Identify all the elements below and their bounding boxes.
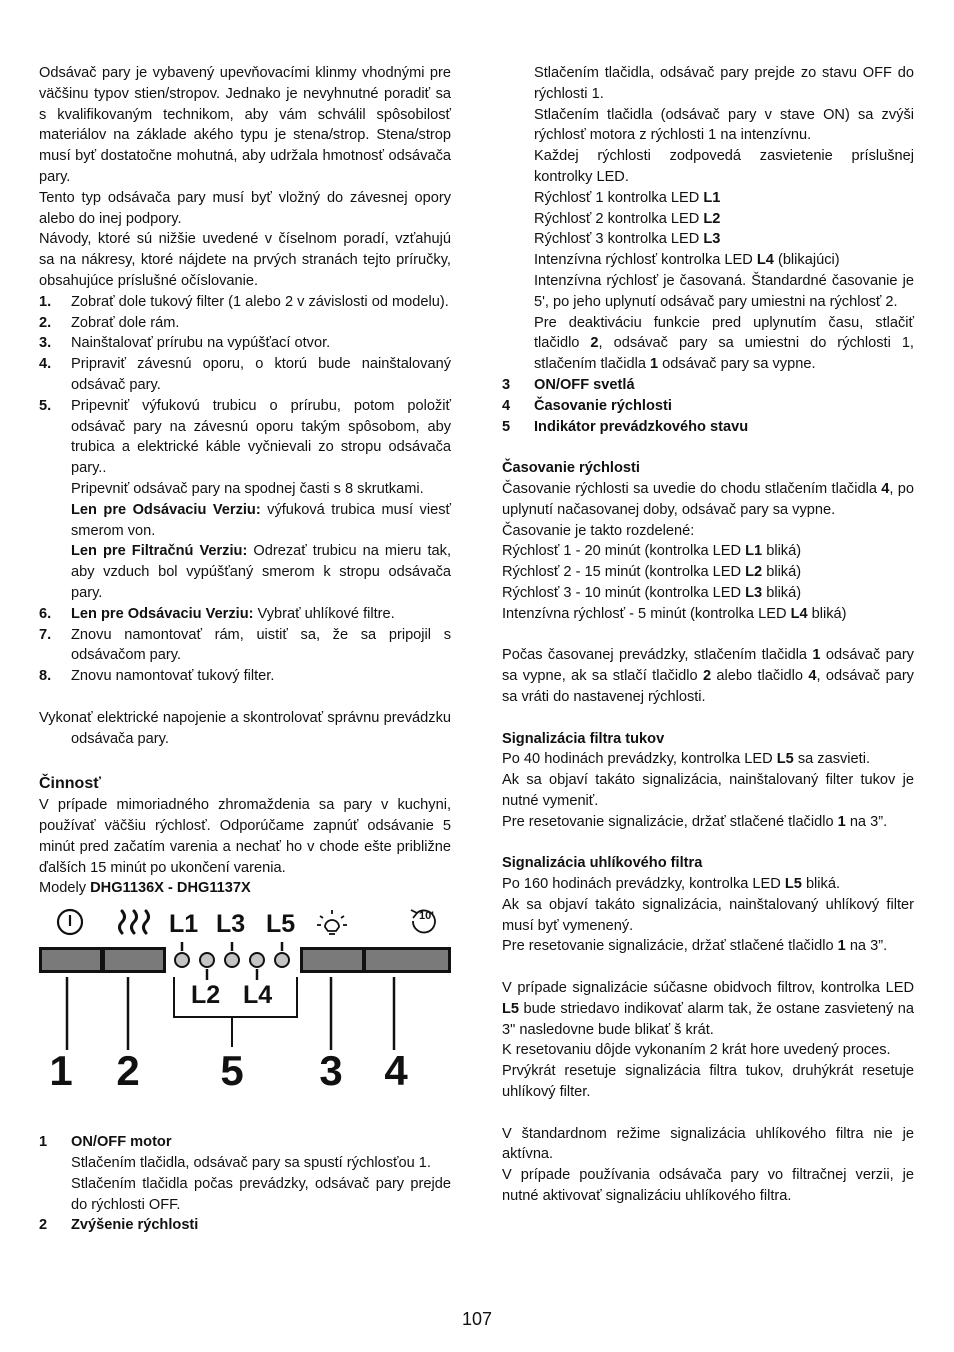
timing-paragraph: Časovanie rýchlosti sa uvedie do chodu stlačením tlačidla 4, po uplynutí načasovanej doby, odsávač pary sa vypne. — [502, 480, 914, 518]
callout-number: 1 — [49, 1047, 73, 1095]
steps-list — [39, 292, 451, 687]
step5-exhaust-version: Len pre Odsávaciu Verziu: výfuková trubica musí viesť smerom von. — [71, 501, 451, 539]
speed-led-line: Intenzívna rýchlosť kontrolka LED L4 (blikajúci) — [534, 252, 840, 269]
callout-number: 3 — [319, 1047, 343, 1095]
led-indicator — [200, 953, 214, 967]
list-item: 3. Nainštalovať prírubu na vypúšťací otvor. — [39, 335, 331, 352]
led-label-l1: L1 — [169, 910, 199, 939]
filter-version-paragraph: V prípade používania odsávača pary vo filtračnej verzii, je nutné aktivovať signalizáciu uhlíkového filtra. — [502, 1167, 914, 1205]
led-label-l3: L3 — [216, 910, 246, 939]
list-item: 3 ON/OFF svetlá — [502, 376, 635, 393]
light-button[interactable] — [303, 950, 362, 970]
intensive-paragraph: Intenzívna rýchlosť je časovaná. Štandardné časovanie je 5', po jeho uplynutí odsávač pary umiestni na rýchlosť 2. — [534, 272, 914, 310]
speed-led-line: Rýchlosť 1 kontrolka LED L1 — [534, 189, 721, 206]
control-panel-figure — [39, 905, 451, 1120]
carbon-line: Po 160 hodinách prevádzky, kontrolka LED L5 bliká. — [502, 876, 841, 893]
callout-number: 4 — [384, 1047, 408, 1095]
item2-line: Stlačením tlačidla, odsávač pary prejde zo stavu OFF do rýchlosti 1. — [534, 65, 914, 102]
timing-item: Intenzívna rýchlosť - 5 minút (kontrolka LED L4 bliká) — [502, 605, 847, 622]
section-heading: Činnosť — [39, 775, 101, 793]
led-label-l2: L2 — [191, 981, 221, 1010]
timing-division: Časovanie je takto rozdelené: — [502, 522, 695, 539]
speed-led-line: Rýchlosť 2 kontrolka LED L2 — [534, 210, 721, 227]
models-line: Modely DHG1136X - DHG1137X — [39, 880, 251, 897]
step5-screws: Pripevniť odsávač pary na spodnej časti s 8 skrutkami. — [71, 480, 424, 497]
timed-operation-paragraph: Počas časovanej prevádzky, stlačením tlačidla 1 odsávač pary sa vypne, ak sa stlačí tlačidlo 2 alebo tlačidlo 4, odsávač pary sa vráti do nastavenej rýchlosti. — [502, 647, 914, 705]
electric-paragraph: Vykonať elektrické napojenie a skontrolovať správnu prevádzku odsávača pary. — [39, 709, 451, 747]
timer-button[interactable] — [366, 950, 448, 970]
callout-number: 2 — [116, 1047, 140, 1095]
intro-paragraph: Odsávač pary je vybavený upevňovacími klinmy vhodnými pre väčšinu typov stien/stropov. Jednako je nevyhnutné poradiť sa s kvalifikovaným technikom, aby vám schválil spôsobilosť materiálov na základe akého typu je stena/strop. Stena/strop musí byť dostatočne mohutná, aby udržala hmotnosť odsávača pary. — [39, 65, 451, 185]
list-item: 2 Zvýšenie rýchlosti — [39, 1217, 199, 1234]
list-item: 5. Pripevniť výfukovú trubicu o prírubu, potom položiť odsávač pary na závesnú oporu takým spôsobom, aby trubica a elektrické káble vyčnievali zo stropu odsávača pary.. — [39, 397, 451, 477]
standard-mode-paragraph: V štandardnom režime signalizácia uhlíkového filtra nie je aktívna. — [502, 1125, 914, 1163]
timing-item: Rýchlosť 3 - 10 minút (kontrolka LED L3 bliká) — [502, 584, 802, 601]
carbon-line: Pre resetovanie signalizácie, držať stlačené tlačidlo 1 na 3”. — [502, 938, 888, 955]
list-item: 1. Zobrať dole tukový filter (1 alebo 2 v závislosti od modelu). — [39, 293, 449, 310]
list-item: 8. Znovu namontovať tukový filter. — [39, 668, 275, 685]
step5-filter-version: Len pre Filtračnú Verziu: Odrezať trubicu na mieru tak, aby vzduch bol vypúšťaný smerom k stropu odsávača pary. — [71, 543, 451, 601]
reset-paragraph: K resetovaniu dôjde vykonaním 2 krát hore uvedený proces. — [502, 1042, 891, 1059]
grease-filter-heading: Signalizácia filtra tukov — [502, 730, 665, 747]
page-number: 107 — [461, 1309, 493, 1329]
light-icon — [317, 910, 347, 934]
power-icon — [58, 910, 82, 934]
item1-line: Stlačením tlačidla, odsávač pary sa spustí rýchlosťou 1. — [71, 1155, 431, 1172]
left-column — [39, 63, 451, 1236]
both-filters-paragraph: V prípade signalizácie súčasne obidvoch filtrov, kontrolka LED L5 bude striedavo indikovať alarm tak, že ostane zasvietený na 3" nasledovne bude blikať š krát. — [502, 980, 914, 1038]
carbon-line: Ak sa objaví takáto signalizácia, nainštalovaný uhlíkový filter musí byť vymenený. — [502, 896, 914, 934]
support-paragraph: Tento typ odsávača pary musí byť vložný do závesnej opory alebo do inej podpory. — [39, 189, 451, 227]
fan-speed-icon — [120, 911, 149, 933]
list-item: 1 ON/OFF motor — [39, 1134, 172, 1151]
list-item: 4. Pripraviť závesnú oporu, o ktorú bude nainštalovaný odsávač pary. — [39, 356, 451, 393]
led-label-l5: L5 — [266, 910, 296, 939]
grease-line: Ak sa objaví takáto signalizácia, nainštalovaný filter tukov je nutné vymeniť. — [502, 772, 914, 809]
timing-heading: Časovanie rýchlosti — [502, 460, 640, 477]
callout-number: 5 — [220, 1047, 244, 1095]
timing-item: Rýchlosť 2 - 15 minút (kontrolka LED L2 bliká) — [502, 564, 802, 581]
instructions-paragraph: Návody, ktoré sú nižšie uvedené v číselnom poradí, vzťahujú sa na nákresy, ktoré nájdete na prvých stranách tejto príručky, obsahujúce príslušné očíslovanie. — [39, 231, 451, 289]
list-item: 7. Znovu namontovať rám, uistiť sa, že sa pripojil s odsávačom pary. — [39, 626, 451, 664]
operation-paragraph: V prípade mimoriadného zhromaždenia sa pary v kuchyni, používať väčšiu rýchlosť. Odporúčame zapnúť odsávanie 5 minút pred začatím varenia a nechať ho v chode ešte približne ďalších 15 minút po ukončení varenia. — [39, 797, 451, 876]
speed-led-line: Rýchlosť 3 kontrolka LED L3 — [534, 231, 721, 248]
grease-line: Pre resetovanie signalizácie, držať stlačené tlačidlo 1 na 3”. — [502, 813, 888, 830]
item1-line: Stlačením tlačidla počas prevádzky, odsávač pary prejde do rýchlosti OFF. — [71, 1175, 451, 1213]
reset-order-paragraph: Prvýkrát resetuje signalizácia filtra tukov, druhýkrát resetuje uhlíkový filter. — [502, 1063, 914, 1101]
list-item: 4 Časovanie rýchlosti — [502, 397, 672, 414]
list-item: 5 Indikátor prevádzkového stavu — [502, 418, 749, 435]
item2-line: Stlačením tlačidla (odsávač pary v stave ON) sa zvýši rýchlosť motora z rýchlosti 1 na intenzívnu. — [534, 106, 914, 144]
item2-line: Každej rýchlosti zodpovedá zasvietenie príslušnej kontrolky LED. — [534, 148, 914, 185]
list-item: 2. Zobrať dole rám. — [39, 314, 180, 331]
led-label-l4: L4 — [243, 981, 273, 1010]
list-item: 6. Len pre Odsávaciu Verziu: Vybrať uhlíkové filtre. — [39, 605, 395, 622]
led-indicator — [175, 953, 189, 967]
timer-label: 10' — [419, 910, 434, 923]
led-indicator — [275, 953, 289, 967]
grease-line: Po 40 hodinách prevádzky, kontrolka LED L5 sa zasvieti. — [502, 751, 871, 768]
timing-item: Rýchlosť 1 - 20 minút (kontrolka LED L1 bliká) — [502, 543, 802, 560]
led-indicator — [225, 953, 239, 967]
led-indicator — [250, 953, 264, 967]
speed-button[interactable] — [105, 950, 163, 970]
right-column — [502, 63, 914, 1207]
deactivation-paragraph: Pre deaktiváciu funkcie pred uplynutím času, stlačiť tlačidlo 2, odsávač pary sa umiestni do rýchlosti 1, stlačením tlačidla 1 odsávač pary sa vypne. — [534, 314, 914, 373]
carbon-filter-heading: Signalizácia uhlíkového filtra — [502, 855, 703, 872]
power-button[interactable] — [42, 950, 100, 970]
